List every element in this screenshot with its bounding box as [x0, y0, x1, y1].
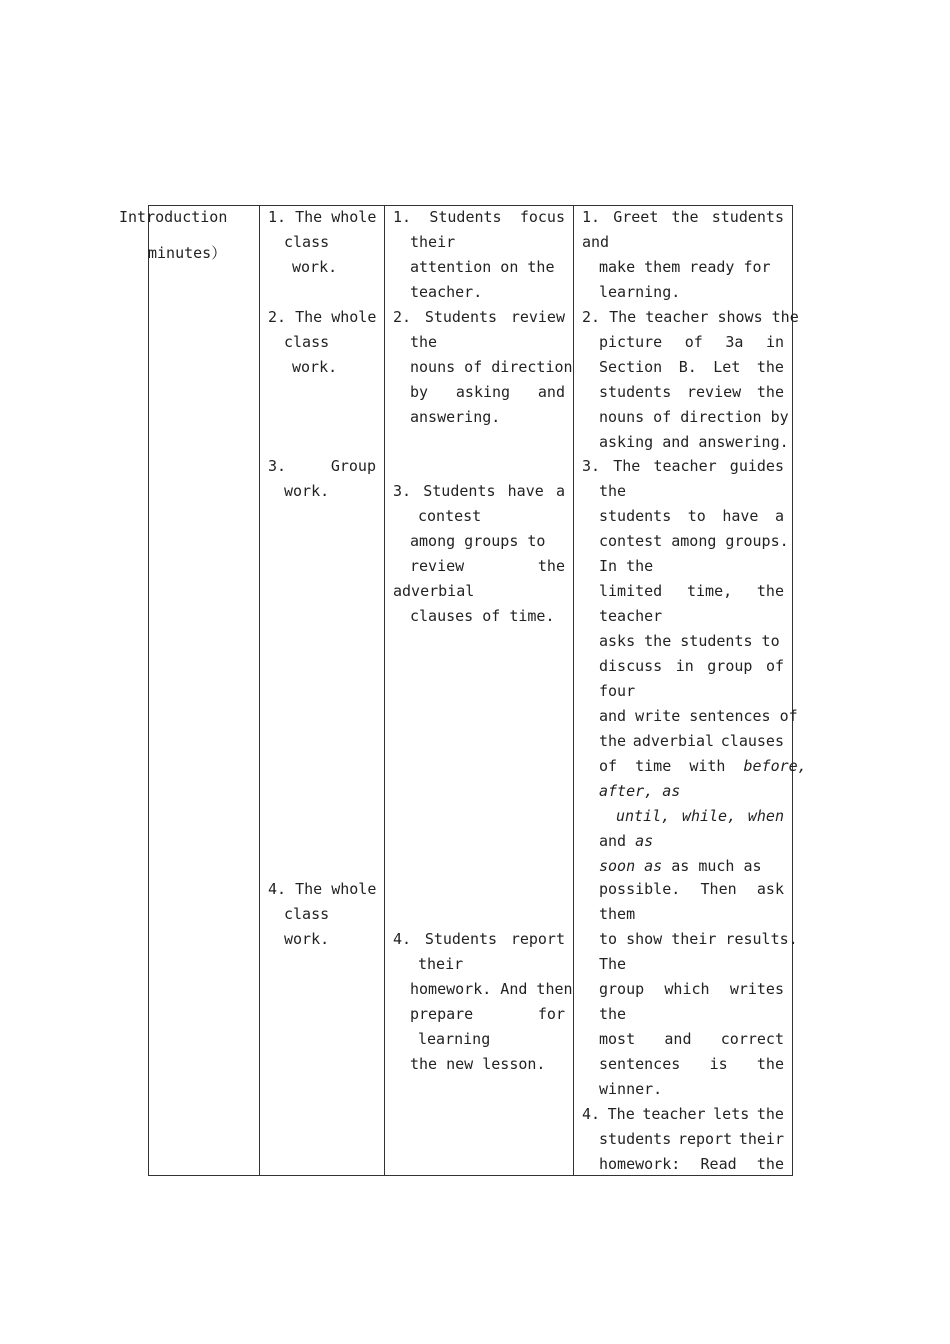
word: soon as: [599, 857, 663, 875]
word: the: [756, 383, 784, 401]
cell-text-line: nouns of direction: [410, 358, 573, 376]
word: until,: [616, 807, 671, 825]
word: Students: [423, 482, 496, 500]
word: prepare: [410, 1005, 474, 1023]
cell-text-line: work.: [284, 482, 330, 500]
word: in: [675, 657, 694, 675]
cell-text-line: [599, 779, 680, 804]
cell-text-line: winner.: [599, 1080, 663, 1098]
cell-text-line: [393, 205, 565, 230]
cell-text-line: 1. The whole: [268, 208, 377, 226]
cell-text-line: nouns of direction by: [599, 408, 789, 426]
word: of: [765, 657, 784, 675]
word: 4.: [582, 1105, 601, 1123]
word: Section: [599, 358, 663, 376]
word: the: [756, 1055, 784, 1073]
word: and: [537, 383, 565, 401]
cell-text-line: In the: [599, 557, 654, 575]
cell-text-line: answering.: [410, 408, 501, 426]
cell-text-line: [393, 479, 565, 504]
cell-text-line: 2. The whole: [268, 308, 377, 326]
cell-text-line: [599, 977, 784, 1002]
cell-text-line: and write sentences of: [599, 707, 798, 725]
word: and: [664, 1030, 692, 1048]
word: homework:: [599, 1155, 681, 1173]
word: the: [756, 582, 784, 600]
cell-text-line: the: [599, 1005, 627, 1023]
word: before,: [743, 757, 807, 775]
word: picture: [599, 333, 663, 351]
word: is: [709, 1055, 728, 1073]
cell-text-line: [268, 454, 376, 479]
word: teacher: [642, 1105, 706, 1123]
cell-text-line: adverbial: [393, 582, 475, 600]
word: ask: [756, 880, 784, 898]
cell-text-line: [410, 554, 565, 579]
word: the: [756, 358, 784, 376]
word: of: [599, 757, 618, 775]
word: correct: [720, 1030, 784, 1048]
stage-duration: minutes）: [148, 244, 227, 262]
word: the: [756, 1155, 784, 1173]
table-border-col2: [384, 205, 385, 1176]
cell-text-line: learning: [418, 1030, 491, 1048]
cell-text-line: work.: [292, 358, 338, 376]
cell-text-line: to show their results.: [599, 930, 798, 948]
cell-text-line: [599, 654, 784, 679]
word: a: [774, 507, 784, 525]
cell-text-line: The: [599, 955, 627, 973]
word: review: [510, 308, 565, 326]
word: time: [635, 757, 672, 775]
cell-text-line: and: [582, 233, 610, 251]
word: Greet: [613, 208, 659, 226]
cell-text-line: [599, 330, 784, 355]
word: The: [607, 1105, 635, 1123]
cell-text-line: asking and answering.: [599, 433, 789, 451]
word: adverbial: [632, 732, 715, 750]
cell-text-line: [410, 380, 565, 405]
word: for: [537, 1005, 565, 1023]
word: students: [599, 383, 672, 401]
cell-text-line: their: [418, 955, 464, 973]
cell-text-line: [599, 1152, 784, 1177]
word: 1.: [582, 208, 601, 226]
word: the: [599, 732, 627, 750]
word: report: [510, 930, 565, 948]
word: review: [686, 383, 742, 401]
word: to: [687, 507, 706, 525]
cell-text-line: asks the students to: [599, 632, 780, 650]
cell-text-line: [393, 305, 565, 330]
cell-text-line: attention on the: [410, 258, 555, 276]
word: Students: [429, 208, 502, 226]
cell-text-line: among groups to: [410, 532, 546, 550]
cell-text-line: class: [284, 905, 330, 923]
word: 4.: [393, 930, 412, 948]
word: of: [684, 333, 703, 351]
word: clauses: [720, 732, 784, 750]
word: lets: [713, 1105, 750, 1123]
word: 1.: [393, 208, 412, 226]
word: The: [613, 457, 641, 475]
word: and: [599, 832, 627, 850]
cell-text-line: [582, 205, 784, 230]
word: 3.: [268, 457, 287, 475]
word: 3.: [582, 457, 601, 475]
cell-text-line: [599, 829, 653, 854]
cell-text-line: work.: [292, 258, 338, 276]
cell-text-line: [599, 579, 784, 604]
cell-text-line: [410, 1002, 565, 1027]
word: the: [671, 208, 699, 226]
cell-text-line: the new lesson.: [410, 1055, 546, 1073]
word: group: [599, 980, 645, 998]
word: as much as: [671, 857, 762, 875]
word: while,: [681, 807, 737, 825]
word: B.: [678, 358, 697, 376]
cell-text-line: learning.: [599, 283, 681, 301]
word: students: [599, 507, 672, 525]
word: possible.: [599, 880, 681, 898]
table-border-col1: [259, 205, 260, 1176]
cell-text-line: contest among groups.: [599, 532, 789, 550]
word: students: [599, 1130, 672, 1148]
word: a: [555, 482, 565, 500]
cell-text-line: [599, 1127, 784, 1152]
word: the: [537, 557, 565, 575]
cell-text-line: make them ready for: [599, 258, 771, 276]
cell-text-line: work.: [284, 930, 330, 948]
cell-text-line: [599, 1027, 784, 1052]
word: most: [599, 1030, 636, 1048]
cell-text-line: [599, 729, 784, 754]
word: after,: [599, 782, 654, 800]
cell-text-line: the: [599, 482, 627, 500]
word: which: [664, 980, 710, 998]
table-border-col4: [792, 205, 793, 1176]
word: have: [722, 507, 759, 525]
cell-text-line: their: [410, 233, 456, 251]
word: limited: [599, 582, 663, 600]
cell-text-line: [599, 380, 784, 405]
word: Students: [424, 308, 498, 326]
word: 3a: [725, 333, 744, 351]
table-border-col3: [573, 205, 574, 1176]
word: their: [738, 1130, 784, 1148]
word: Let: [713, 358, 741, 376]
word: as: [635, 832, 654, 850]
word: teacher: [653, 457, 717, 475]
word: in: [765, 333, 784, 351]
word: time,: [686, 582, 733, 600]
cell-text-line: [582, 1102, 784, 1127]
word: focus: [519, 208, 565, 226]
cell-text-line: teacher.: [410, 283, 483, 301]
cell-text-line: homework. And then: [410, 980, 573, 998]
cell-text-line: 4. The whole: [268, 880, 377, 898]
word: when: [747, 807, 784, 825]
cell-text-line: 2. The teacher shows the: [582, 308, 799, 326]
word: sentences: [599, 1055, 681, 1073]
word: guides: [729, 457, 784, 475]
cell-text-line: class: [284, 333, 330, 351]
word: discuss: [599, 657, 663, 675]
table-border-col0: [148, 205, 149, 1176]
word: Students: [424, 930, 498, 948]
cell-text-line: [393, 927, 565, 952]
word: have: [507, 482, 544, 500]
word: Read: [700, 1155, 737, 1173]
cell-text-line: contest: [418, 507, 482, 525]
word: 3.: [393, 482, 412, 500]
word: as: [662, 782, 681, 800]
cell-text-line: [599, 754, 807, 779]
word: by: [410, 383, 429, 401]
cell-text-line: them: [599, 905, 636, 923]
stage-label: Introduction: [119, 208, 228, 226]
cell-text-line: [599, 877, 784, 902]
cell-text-line: class: [284, 233, 330, 251]
cell-text-line: [582, 454, 784, 479]
cell-text-line: [599, 504, 784, 529]
cell-text-line: teacher: [599, 607, 663, 625]
word: group: [707, 657, 753, 675]
word: 2.: [393, 308, 412, 326]
cell-text-line: [599, 355, 784, 380]
word: with: [689, 757, 726, 775]
word: asking: [455, 383, 511, 401]
word: students: [711, 208, 784, 226]
word: writes: [729, 980, 784, 998]
cell-text-line: [599, 854, 762, 879]
word: report: [677, 1130, 733, 1148]
word: Group: [330, 457, 376, 475]
word: review: [410, 557, 465, 575]
cell-text-line: clauses of time.: [410, 607, 555, 625]
cell-text-line: four: [599, 682, 636, 700]
cell-text-line: [599, 1052, 784, 1077]
cell-text-line: [616, 804, 784, 829]
word: the: [756, 1105, 784, 1123]
cell-text-line: the: [410, 333, 438, 351]
word: Then: [700, 880, 737, 898]
